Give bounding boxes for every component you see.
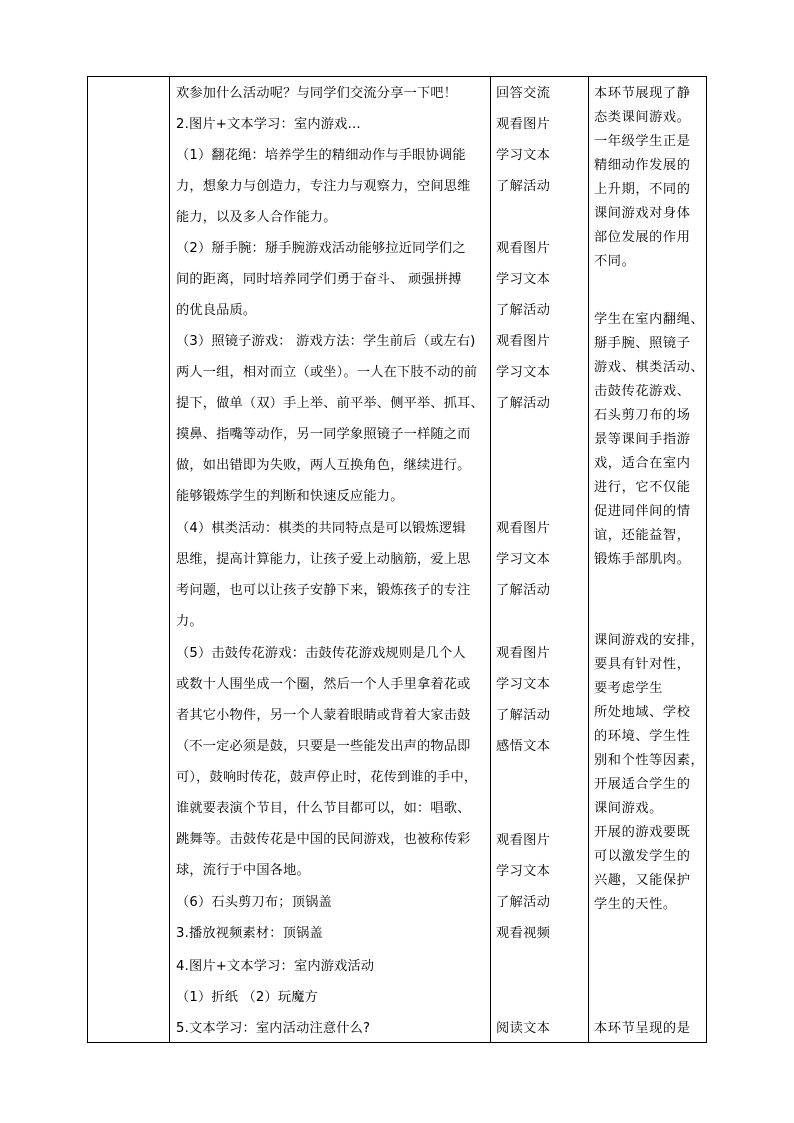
text-line: 开展适合学生的 (594, 777, 691, 792)
text-line: 能力，以及多人合作能力。 (176, 210, 337, 225)
column-divider (490, 77, 491, 1042)
text-line: 力，想象力与创造力，专注力与观察力，空间思维 (176, 179, 471, 194)
text-line: （1）折纸 （2）玩魔方 (176, 990, 319, 1005)
text-line: 学习文本 (496, 272, 551, 287)
text-line: 一年级学生正是 (594, 134, 691, 149)
text-line: 要考虑学生 (594, 681, 663, 696)
text-line: 间的距离，同时培养同学们勇于奋斗、 顽强拼搏 (176, 272, 462, 287)
text-line: 促进同伴间的情 (594, 504, 691, 519)
text-line: 要具有针对性， (594, 657, 691, 672)
text-line: 进行，它不仅能 (594, 480, 691, 495)
text-line: 两人一组，相对而立（或坐）。一人在下肢不动的前 (176, 365, 478, 380)
text-line: 学习文本 (496, 365, 551, 380)
text-line: 学生在室内翻绳、 (594, 312, 705, 327)
text-line: 了解活动 (496, 303, 551, 318)
text-line: 学习文本 (496, 552, 551, 567)
text-line: 了解活动 (496, 179, 551, 194)
text-line: （5）击鼓传花游戏：击鼓传花游戏规则是几个人 (176, 646, 466, 661)
text-line: 能够锻炼学生的判断和快速反应能力。 (176, 489, 404, 504)
text-line: （3）照镜子游戏： 游戏方法：学生前后（或左右) (176, 334, 476, 349)
text-line: 4.图片+文本学习：室内游戏活动 (176, 959, 375, 974)
text-line: 课间游戏的安排， (594, 633, 705, 648)
lesson-table (87, 76, 707, 1043)
text-line: （不一定必须是鼓，只要是一些能发出声的物品即 (176, 739, 471, 754)
text-line: 谁就要表演个节目，什么节目都可以，如：唱歌、 (176, 801, 471, 816)
text-line: 观看视频 (496, 926, 551, 941)
text-line: 跳舞等。击鼓传花是中国的民间游戏，也被称传彩 (176, 832, 471, 847)
text-line: 部位发展的作用 (594, 230, 691, 245)
text-line: 思维，提高计算能力，让孩子爱上动脑筋，爱上思 (176, 552, 471, 567)
text-line: （6）石头剪刀布；顶锅盖 (176, 895, 332, 910)
text-line: 本环节呈现的是 (594, 1021, 691, 1036)
text-line: 课间游戏。 (594, 801, 663, 816)
text-line: 力。 (176, 614, 203, 629)
text-line: 可），鼓响时传花，鼓声停止时，花传到谁的手中， (176, 770, 478, 785)
text-line: 所处地域、学校 (594, 705, 691, 720)
text-line: （1）翻花绳：培养学生的精细动作与手眼协调能 (176, 148, 466, 163)
text-line: 观看图片 (496, 117, 551, 132)
text-line: 阅读文本 (496, 1021, 551, 1036)
text-line: 了解活动 (496, 708, 551, 723)
text-line: 学习文本 (496, 148, 551, 163)
text-line: 兴趣，又能保护 (594, 873, 691, 888)
text-line: 掰手腕、照镜子 (594, 336, 691, 351)
text-line: 5.文本学习：室内活动注意什么? (176, 1021, 371, 1036)
text-line: 观看图片 (496, 833, 551, 848)
text-line: 了解活动 (496, 583, 551, 598)
text-line: 了解活动 (496, 895, 551, 910)
text-line: 上升期，不同的 (594, 182, 691, 197)
text-line: 考问题，也可以让孩子安静下来，锻炼孩子的专注 (176, 583, 471, 598)
text-line: 击鼓传花游戏、 (594, 384, 691, 399)
text-line: 本环节展现了静 (594, 86, 691, 101)
text-line: 观看图片 (496, 521, 551, 536)
text-line: 感悟文本 (496, 739, 551, 754)
text-line: 欢参加什么活动呢？与同学们交流分享一下吧！ (176, 86, 458, 101)
text-line: 学习文本 (496, 677, 551, 692)
text-line: 3.播放视频素材：顶锅盖 (176, 926, 323, 941)
text-line: 学习文本 (496, 864, 551, 879)
text-line: 观看图片 (496, 646, 551, 661)
text-line: 观看图片 (496, 334, 551, 349)
text-line: 了解活动 (496, 396, 551, 411)
text-line: 戏，适合在室内 (594, 456, 691, 471)
text-line: 观看图片 (496, 241, 551, 256)
text-line: （4）棋类活动：棋类的共同特点是可以锻炼逻辑 (176, 521, 466, 536)
text-line: 的环境、学生性 (594, 729, 691, 744)
column-divider (169, 77, 170, 1042)
text-line: 别和个性等因素， (594, 753, 705, 768)
text-line: 学生的天性。 (594, 897, 677, 912)
text-line: 的优良品质。 (176, 303, 257, 318)
text-line: （2）掰手腕：掰手腕游戏活动能够拉近同学们之 (176, 241, 466, 256)
text-line: 锻炼手部肌肉。 (594, 552, 691, 567)
text-line: 者其它小物件，另一个人蒙着眼睛或背着大家击鼓 (176, 708, 471, 723)
text-line: 态类课间游戏。 (594, 110, 691, 125)
text-line: 球，流行于中国各地。 (176, 863, 310, 878)
text-line: 回答交流 (496, 86, 551, 101)
text-line: 不同。 (594, 254, 636, 269)
text-line: 或数十人围坐成一个圈，然后一个人手里拿着花或 (176, 677, 471, 692)
text-line: 游戏、棋类活动、 (594, 360, 705, 375)
text-line: 摸鼻、指嘴等动作，另一同学象照镜子一样随之而 (176, 427, 471, 442)
text-line: 做，如出错即为失败，两人互换角色，继续进行。 (176, 458, 471, 473)
text-line: 石头剪刀布的场 (594, 408, 691, 423)
column-divider (588, 77, 589, 1042)
text-line: 精细动作发展的 (594, 158, 691, 173)
text-line: 2.图片+文本学习：室内游戏… (176, 117, 361, 132)
text-line: 可以激发学生的 (594, 849, 691, 864)
text-line: 提下，做单（双）手上举、前平举、侧平举、抓耳、 (176, 396, 484, 411)
text-line: 景等课间手指游 (594, 432, 691, 447)
text-line: 课间游戏对身体 (594, 206, 691, 221)
text-line: 开展的游戏要既 (594, 825, 691, 840)
text-line: 谊，还能益智， (594, 528, 691, 543)
